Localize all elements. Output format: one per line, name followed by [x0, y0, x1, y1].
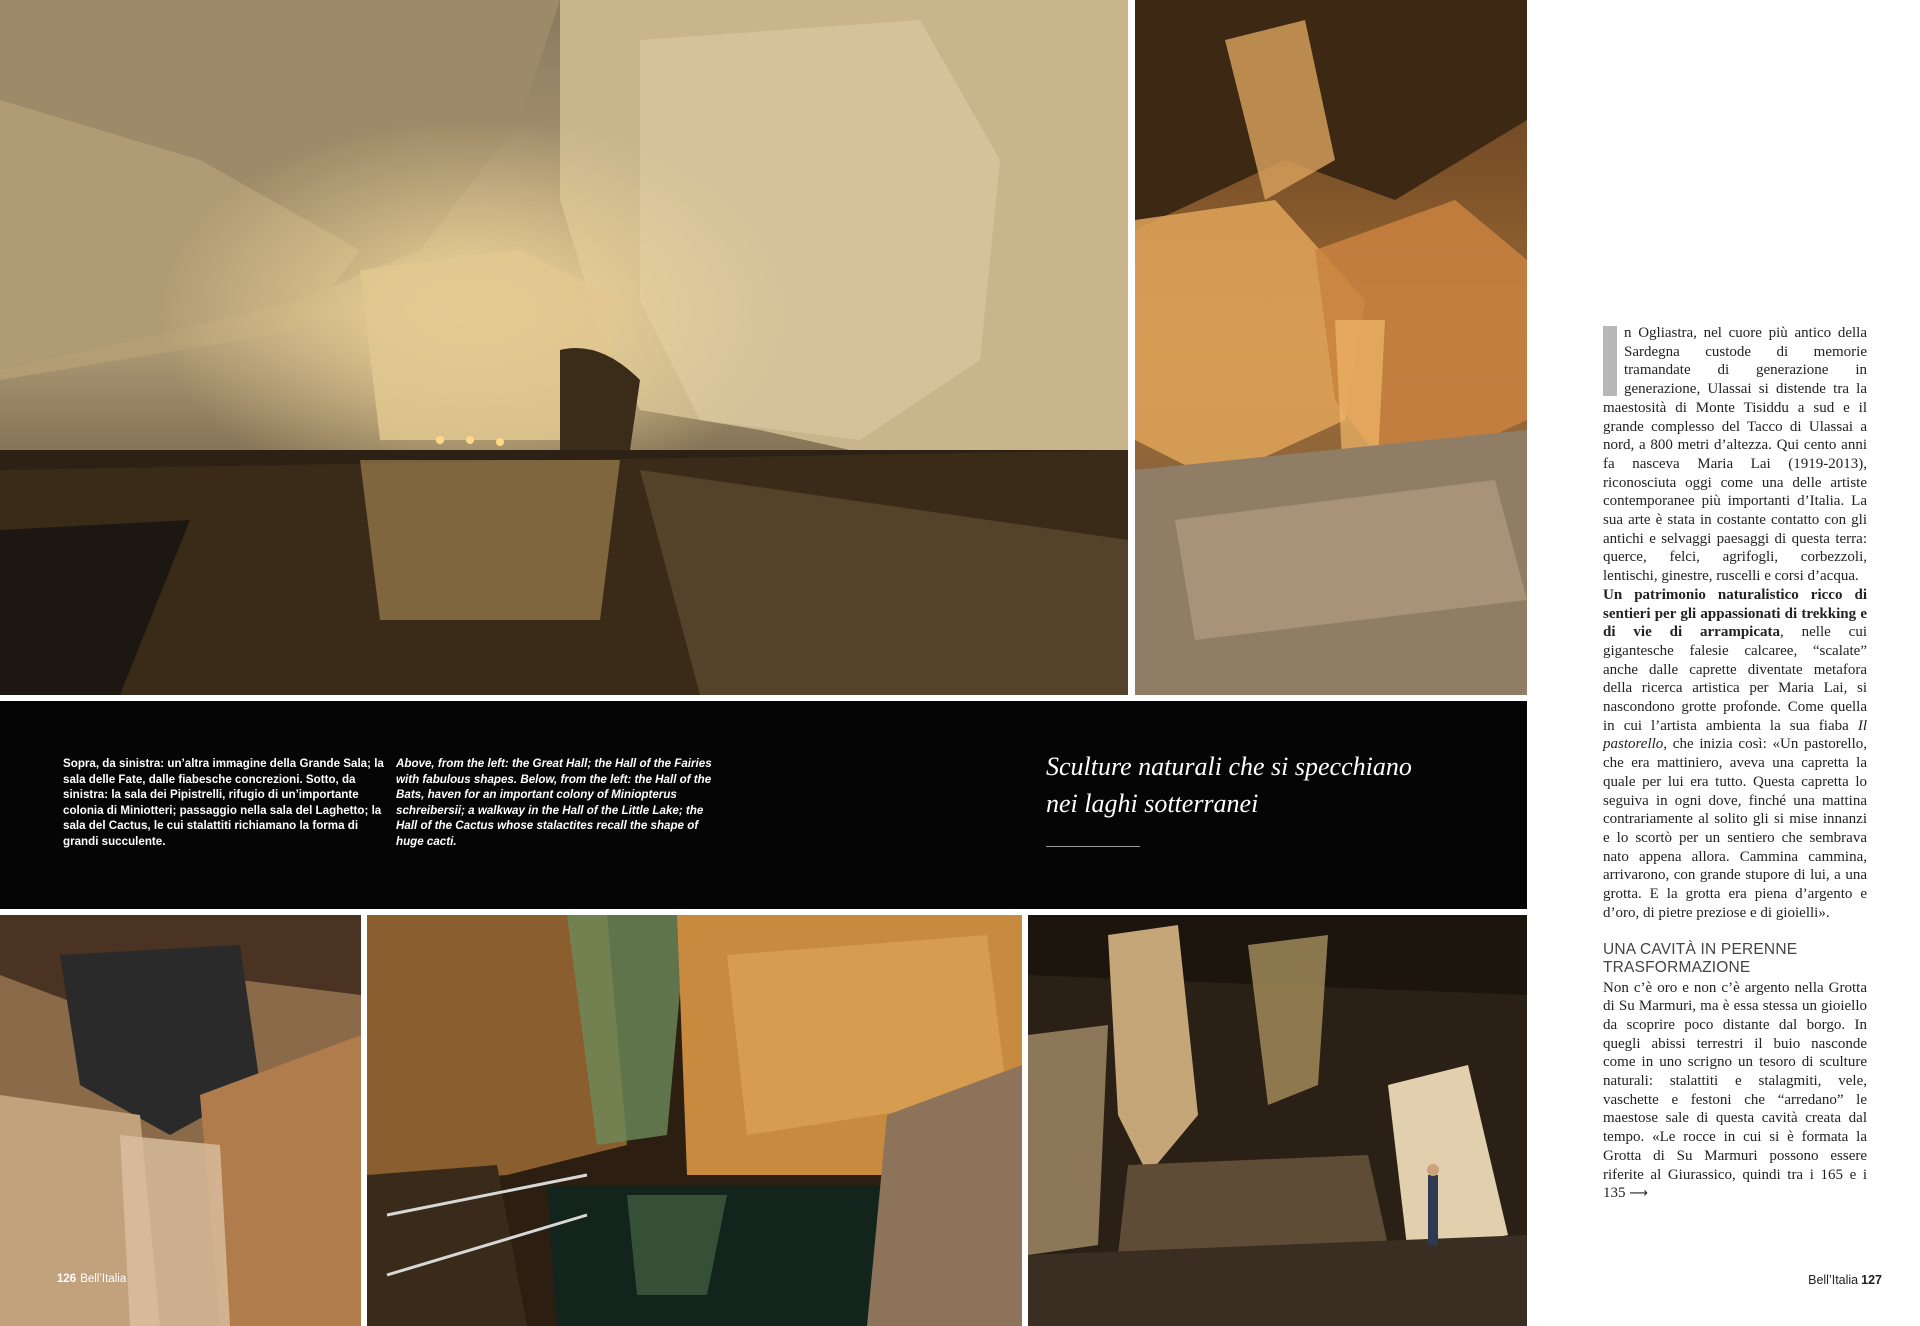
- magazine-name-right: Bell’Italia: [1808, 1273, 1859, 1287]
- pull-quote-rule: [1046, 846, 1140, 847]
- photo-hall-of-little-lake: [367, 915, 1022, 1326]
- article-column: [1603, 324, 1867, 1204]
- article-paragraph-2: [1603, 586, 1867, 923]
- pull-quote-line-2: nei laghi sotterranei: [1046, 789, 1259, 818]
- fable-title: Il pastorello: [1603, 717, 1867, 753]
- page-number-right: 127: [1861, 1273, 1882, 1287]
- article-subheading: UNA CAVITÀ IN PERENNE TRASFORMAZIONE: [1603, 940, 1798, 976]
- article-paragraph-2-text: , nelle cui gigantesche falesie calcaree, “scalate” anche dalle caprette diventate metafora della ricerca artistica per Maria Lai, si nascondono grotte profonde. Come quella in cui l’artista ambienta la sua fiaba: [1603, 624, 1867, 734]
- article-paragraph-3-text: Non c’è oro e non c’è argento nella Grotta di Su Marmuri, ma è essa stessa un gioiello da scoprire poco distante dal borgo. In quegli abissi terrestri il buio nasconde come in uno scrigno un tesoro di sculture naturali: stalattiti e stalagmiti, vele, vaschette e festoni che “arredano” le maestose sale di questa cavità creata dal tempo. «Le rocce in cui si è formata la Grotta di Su Marmuri possono essere riferite al Giurassico, quindi tra i 165 e i 135: [1603, 979, 1867, 1202]
- caption-english: Above, from the left: the Great Hall; the Hall of the Fairies with fabulous shapes. Below, from the left: the Hall of the Bats, haven for an important colony of Miniopterus schreibersii; a walkway in the Hall of the Little Lake; the Hall of the Cactus whose stalactites recall the shape of huge cacti.: [396, 757, 712, 848]
- article-paragraph-3: [1603, 979, 1867, 1204]
- photo-great-hall: [0, 0, 1128, 695]
- magazine-name-left: Bell’Italia: [80, 1273, 127, 1285]
- page-number-left: 126: [57, 1273, 77, 1285]
- photo-hall-of-bats: [0, 915, 361, 1326]
- pull-quote-line-1: Sculture naturali che si specchiano: [1046, 752, 1412, 781]
- pull-quote: [1046, 748, 1486, 822]
- photo-hall-of-cactus: [1028, 915, 1527, 1326]
- caption-italian: Sopra, da sinistra: un’altra immagine della Grande Sala; la sala delle Fate, dalle fiabesche concrezioni. Sotto, da sinistra: la sala dei Pipistrelli, rifugio di un’importante colonia di Miniotteri; passaggio nella sala del Laghetto; la sala del Cactus, le cui stalattiti richiamano la forma di grandi succulente.: [63, 757, 384, 848]
- dropcap-block: [1603, 326, 1617, 396]
- article-paragraph-2-end: , che inizia così: «Un pastorello, che era mattiniero, aveva una capretta la quale per lui era tutto. Questa capretta lo seguiva in ogni dove, finché una mattina contrariamente al solito gli si mise innanzi e lo scortò per un sentiero che sembrava nato appena allora. Cammina cammina, arrivarono, con grande stupore di lui, a una grotta. E la grotta era piena d’argento e d’oro, di pietre preziose e di gioielli».: [1603, 736, 1867, 921]
- article-intro: n Ogliastra, nel cuore più antico della Sardegna custode di memorie tramandate di generazione in generazione, Ulassai si distende tra la maestosità di Monte Tisiddu a sud e il grande complesso del Tacco di Ulassai a nord, a 800 metri d’altezza. Qui cento anni fa nasceva Maria Lai (1919-2013), riconosciuta oggi come una delle artiste contemporanee più importanti d’Italia. La sua arte è stata in costante contatto con gli antichi e selvaggi paesaggi di questa terra: querce, felci, agrifogli, corbezzoli, lentischi, ginestre, ruscelli e corsi d’acqua.: [1603, 325, 1867, 585]
- article-bold-lead: Un patrimonio naturalistico ricco di sentieri per gli appassionati di trekking e di vie di arrampicata: [1603, 586, 1867, 641]
- folio-right: [1808, 1273, 1882, 1287]
- continue-arrow-icon: ⟶: [1629, 1186, 1648, 1202]
- photo-hall-of-fairies: [1135, 0, 1527, 695]
- folio-left: [57, 1273, 126, 1285]
